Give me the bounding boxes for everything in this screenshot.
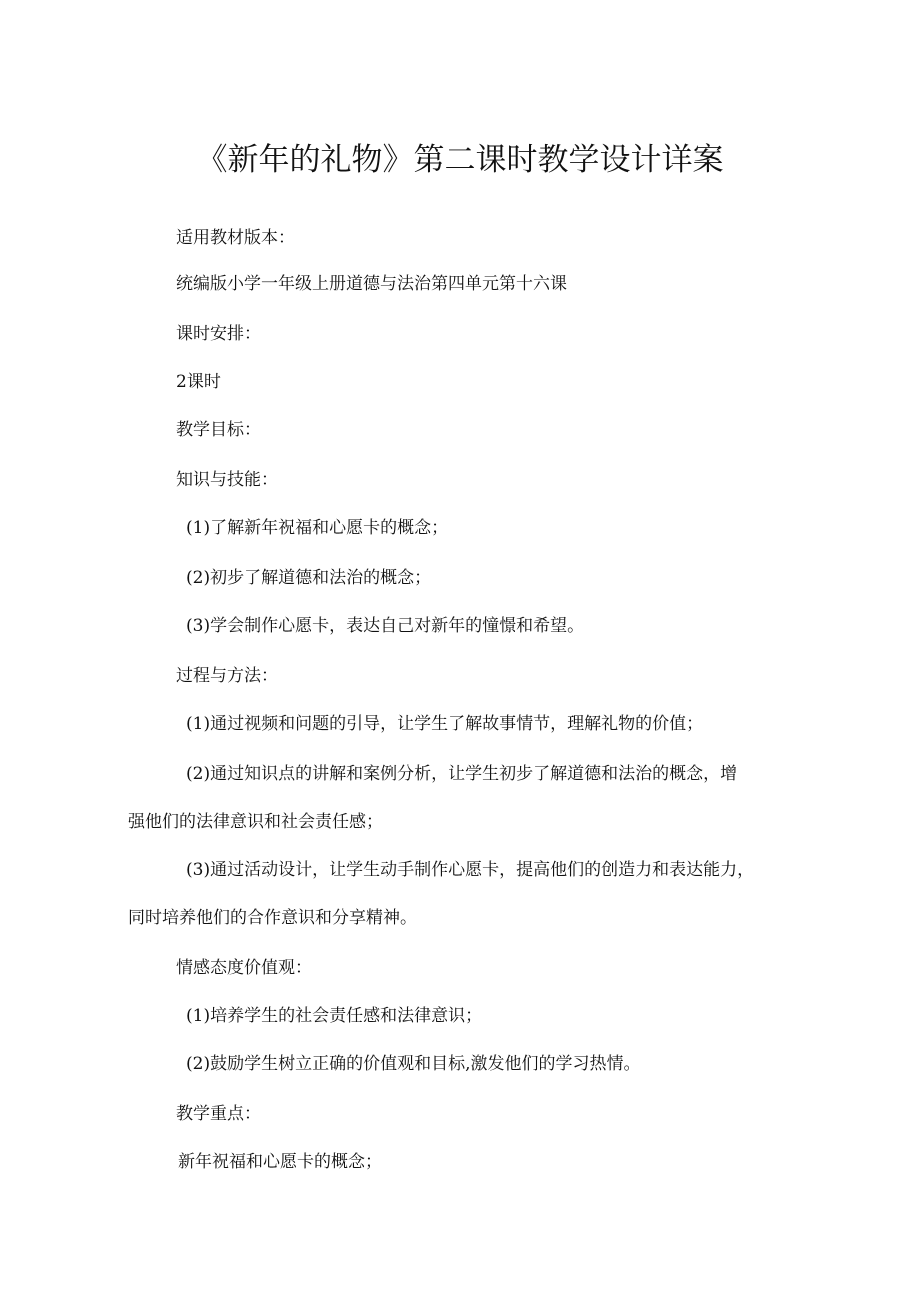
label-teaching-objectives: 教学目标： [176, 420, 261, 440]
knowledge-item-2: (2)初步了解道德和法治的概念； [186, 568, 432, 588]
label-textbook-version: 适用教材版本： [176, 228, 295, 248]
process-item-2: (2)通过知识点的讲解和案例分析，让学生初步了解道德和法治的概念，增 [186, 764, 738, 784]
knowledge-item-1: (1)了解新年祝福和心愿卡的概念； [186, 518, 449, 538]
process-item-3: (3)通过活动设计，让学生动手制作心愿卡，提高他们的创造力和表达能力， [186, 860, 755, 880]
process-item-3-continued: 同时培养他们的合作意识和分享精神。 [128, 908, 417, 928]
label-process-methods: 过程与方法： [176, 666, 278, 686]
lesson-arrangement-value: 2课时 [176, 372, 221, 392]
values-item-1: (1)培养学生的社会责任感和法律意识； [186, 1006, 483, 1026]
label-teaching-focus: 教学重点： [176, 1104, 261, 1124]
textbook-version-value: 统编版小学一年级上册道德与法治第四单元第十六课 [176, 274, 567, 294]
label-knowledge-skills: 知识与技能： [176, 470, 278, 490]
process-item-2-continued: 强他们的法律意识和社会责任感； [128, 812, 383, 832]
knowledge-item-3: (3)学会制作心愿卡，表达自己对新年的憧憬和希望。 [186, 616, 585, 636]
values-item-2: (2)鼓励学生树立正确的价值观和目标,激发他们的学习热情。 [186, 1054, 641, 1074]
process-item-1: (1)通过视频和问题的引导，让学生了解故事情节，理解礼物的价值； [186, 714, 704, 734]
document-title: 《新年的礼物》第二课时教学设计详案 [196, 142, 724, 178]
label-emotional-values: 情感态度价值观： [176, 958, 312, 978]
label-lesson-arrangement: 课时安排： [176, 324, 261, 344]
teaching-focus-value: 新年祝福和心愿卡的概念； [178, 1152, 382, 1172]
